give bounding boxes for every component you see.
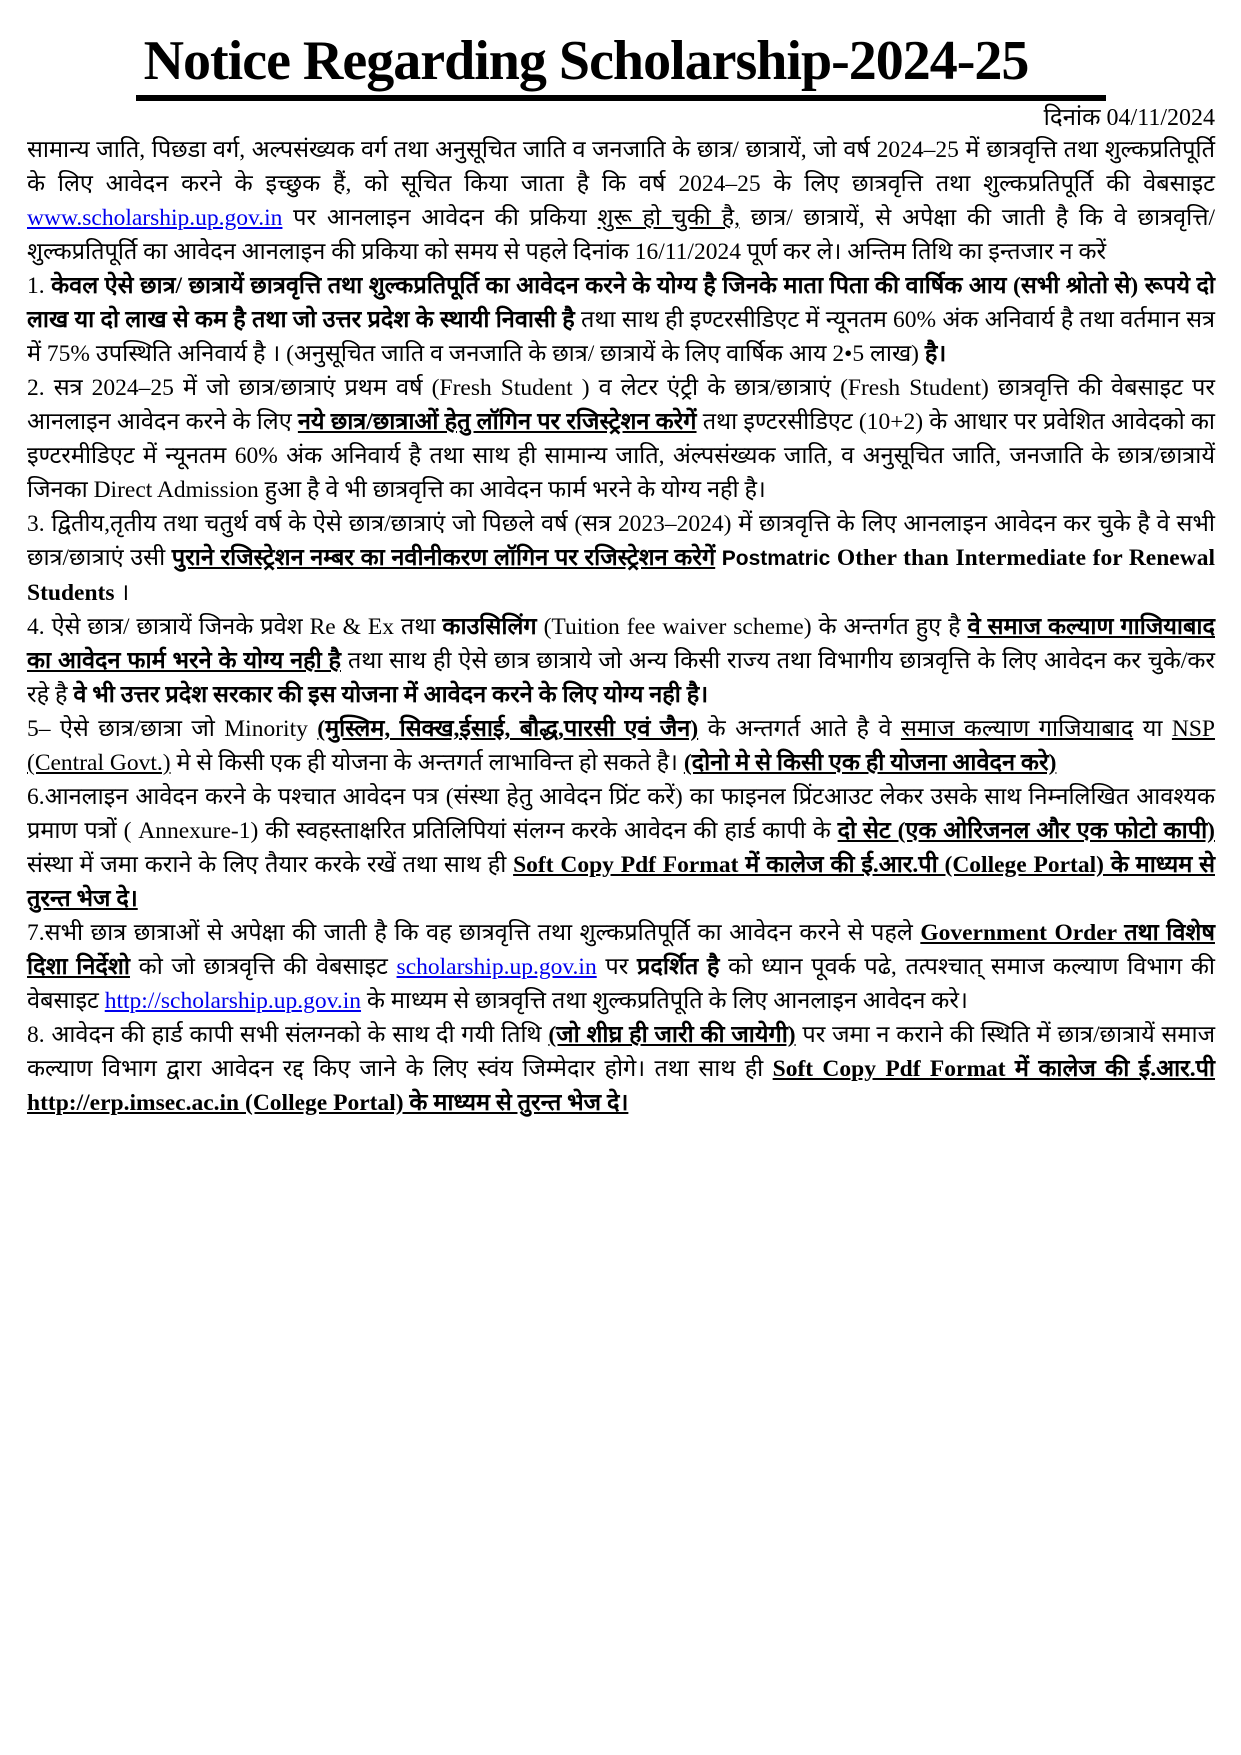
point-6 (27, 780, 1215, 916)
text-run: पर आनलाइन आवेदन की प्रकिया (282, 204, 598, 231)
notice-date: दिनांक 04/11/2024 (1043, 104, 1215, 131)
nsp-underline-run: NSP (Central Govt.) (27, 715, 1216, 776)
text-run: 8. आवेदन की हार्ड कापी सभी संलग्नको के साथ दी गयी तिथि (27, 1021, 549, 1048)
only-one-scheme-run: (दोनो मे से किसी एक ही योजना आवेदन करे) (683, 749, 1057, 776)
displayed-bold-run: प्रदर्शित है (637, 953, 720, 980)
text-run: 2. सत्र 2024–25 में जो छात्र/छात्राएं प्रथम वर्ष (Fresh Student ) व लेटर एंट्री के छात्र/छात्राएं (Fresh Student) छात्रवृत्ति की वेबसाइट पर आनलाइन आवेदन करने के लिए (27, 374, 1215, 435)
text-run: तथा साथ ही इण्टरसीडिएट में न्यूनतम 60% अंक अनिवार्य है तथा वर्तमान सत्र में 75% उपस्थिति अनिवार्य है । (अनुसूचित जाति व जनजाति के छात्र/ छात्रायें के लिए वार्षिक आय 2•5 लाख) (27, 306, 1215, 367)
text-run: । (114, 579, 130, 606)
scholarship-website-link[interactable]: www.scholarship.up.gov.in (27, 204, 283, 231)
text-run: के अन्तगर्त आते है वे (698, 715, 901, 742)
text-run: है। (924, 340, 947, 367)
scholarship-display-link[interactable]: scholarship.up.gov.in (396, 953, 597, 980)
text-run: को जो छात्रवृत्ति की वेबसाइट (129, 953, 397, 980)
point-4 (27, 610, 1215, 712)
point-3 (27, 507, 1215, 610)
text-run: के माध्यम से छात्रवृत्ति तथा शुल्कप्रतिपूति के लिए आनलाइन आवेदन करे। (361, 987, 968, 1014)
eligibility-bold-run: केवल ऐसे छात्र/ छात्रायें छात्रवृत्ति तथा शुल्कप्रतिपूर्ति का आवेदन करने के योग्य है जिनके माता पिता की वार्षिक आय (सभी श्रोतो से) रूपये दो लाख या दो लाख से कम है तथा जो उत्तर प्रदेश के स्थायी निवासी है (27, 272, 1216, 333)
text-run: तथा इण्टरसीडिएट (10+2) के आधार पर प्रवेशित आवेदको का इण्टरमीडिएट में न्यूनतम 60% अंक अनिवार्य है तथा साथ ही सामान्य जाति, अंल्पसंख्यक जाति, व अनुसूचित जाति, जनजाति के छात्र/छात्रायें जिनका Direct Admission हुआ है वे भी छात्रवृत्ति का आवेदन फार्म भरने के योग्य नही है। (27, 408, 1215, 503)
text-run: पर (596, 953, 638, 980)
text-run: या (1133, 715, 1172, 742)
postmatric-label: Postmatric (715, 546, 837, 570)
erp-soft-copy-run: Soft Copy Pdf Format में कालेज की ई.आर.पी http://erp.imsec.ac.in (College Portal) के माध्यम से तुरन्त भेज दे। (27, 1055, 1216, 1116)
text-run: पर जमा न कराने की स्थिति में छात्र/छात्रायें समाज कल्याण विभाग द्वारा आवेदन रद्द किए जाने के लिए स्वंय जिम्मेदार होगे। तथा साथ ही (27, 1021, 1215, 1082)
point-7 (27, 916, 1215, 1018)
point-5 (27, 712, 1215, 780)
page-title: Notice Regarding Scholarship-2024-25 (136, 32, 1107, 101)
text-run: 7.सभी छात्र छात्राओं से अपेक्षा की जाती है कि वह छात्रवृत्ति तथा शुल्कप्रतिपूर्ति का आवेदन करने से पहले (27, 919, 921, 946)
title-wrap (27, 32, 1215, 101)
text-run: सामान्य जाति, पिछडा वर्ग, अल्पसंख्यक वर्ग तथा अनुसूचित जाति व जनजाति के छात्र/ छात्रायें, जो वर्ष 2024–25 में छात्रवृत्ति तथा शुल्कप्रतिपूर्ति के लिए आवेदन करने के इच्छुक हैं, को सूचित किया जाता है कि वर्ष 2024–25 के लिए छात्रवृत्ति तथा शुल्कप्रतिपूर्ति की वेबसाइट (27, 136, 1215, 197)
intro-paragraph (27, 133, 1215, 269)
soft-copy-pdf-run: Soft Copy Pdf Format में कालेज की ई.आर.पी (College Portal) के माध्यम से तुरन्त भेज दे। (27, 851, 1215, 912)
text-run: (Tuition fee waiver scheme) के अन्तर्गत हुए है (536, 613, 968, 640)
text-run: संस्था में जमा कराने के लिए तैयार करके रखें तथा साथ ही (27, 851, 514, 878)
point-2 (27, 371, 1215, 507)
minority-list-run: (मुस्लिम, सिक्ख,ईसाई, बौद्ध,पारसी एवं जैन) (317, 715, 699, 742)
renewal-registration-run: पुराने रजिस्ट्रेशन नम्बर का नवीनीकरण लॉगिन पर रजिस्ट्रेशन करेगें (171, 544, 716, 571)
up-govt-scheme-bold-run: वे भी उत्तर प्रदेश सरकार की इस योजना में आवेदन करने के लिए योग्य नही है। (73, 681, 709, 708)
not-eligible-underline-run: वे समाज कल्याण गाजियाबाद का आवेदन फार्म भरने के योग्य नही है (27, 613, 1215, 674)
government-order-run: Government Order तथा विशेष दिशा निर्देशो (27, 919, 1215, 980)
text-run: 4. ऐसे छात्र/ छात्रायें जिनके प्रवेश Re & Ex तथा (27, 613, 443, 640)
point-1 (27, 269, 1215, 371)
process-started-underline: शुरू हो चुकी है, (597, 204, 740, 231)
counselling-bold-run: काउसिलिंग (442, 613, 537, 640)
text-run: 3. द्वितीय,तृतीय तथा चतुर्थ वर्ष के ऐसे छात्र/छात्राएं जो पिछले वर्ष (सत्र 2023–2024) में छात्रवृत्ति के लिए आनलाइन आवेदन कर चुके है वे सभी छात्र/छात्राएं उसी (27, 510, 1215, 571)
text-run: 6.आनलाइन आवेदन करने के पश्चात आवेदन पत्र (संस्था हेतु आवेदन प्रिंट करें) का फाइनल प्रिंटआउट लेकर उसके साथ निम्नलिखित आवश्यक प्रमाण पत्रों ( Annexure-1) की स्वहस्ताक्षरित प्रतिलिपियां संलग्न करके आवेदन की हार्ड कापी के (27, 783, 1215, 844)
renewal-students-label: Other than Intermediate for Renewal Students (27, 544, 1215, 606)
text-run: मे से किसी एक ही योजना के अन्तगर्त लाभाविन्त हो सकते है। (170, 749, 684, 776)
two-sets-run: दो सेट (एक ओरिजनल और एक फोटो कापी) (837, 817, 1215, 844)
new-student-registration-run: नये छात्र/छात्राओं हेतु लॉगिन पर रजिस्ट्रेशन करेगें (297, 408, 697, 435)
text-run: छात्र/ छात्रायें, से अपेक्षा की जाती है कि वे छात्रवृत्ति/शुल्कप्रतिपूर्ति का आवेदन आनलाइन की प्रकिया को समय से पहले दिनांक 16/11/2024 पूर्ण कर ले। अन्तिम तिथि का इन्तजार न करें (27, 204, 1215, 265)
text-run: 5– ऐसे छात्र/छात्रा जो Minority (27, 715, 318, 742)
samaj-kalyan-underline-run: समाज कल्याण गाजियाबाद (900, 715, 1134, 742)
point-number: 1. (27, 272, 52, 299)
date-to-be-announced-run: (जो शीघ्र ही जारी की जायेगी) (548, 1021, 796, 1048)
text-run: तथा साथ ही ऐसे छात्र छात्राये जो अन्य किसी राज्य तथा विभागीय छात्रवृत्ति के लिए आवेदन कर चुके/कर रहे है (27, 647, 1215, 708)
point-8 (27, 1018, 1215, 1120)
text-run: को ध्यान पूवर्क पढे, तत्पश्चात् समाज कल्याण विभाग की वेबसाइट (27, 953, 1215, 1014)
dept-website-link[interactable]: http://scholarship.up.gov.in (104, 987, 362, 1014)
